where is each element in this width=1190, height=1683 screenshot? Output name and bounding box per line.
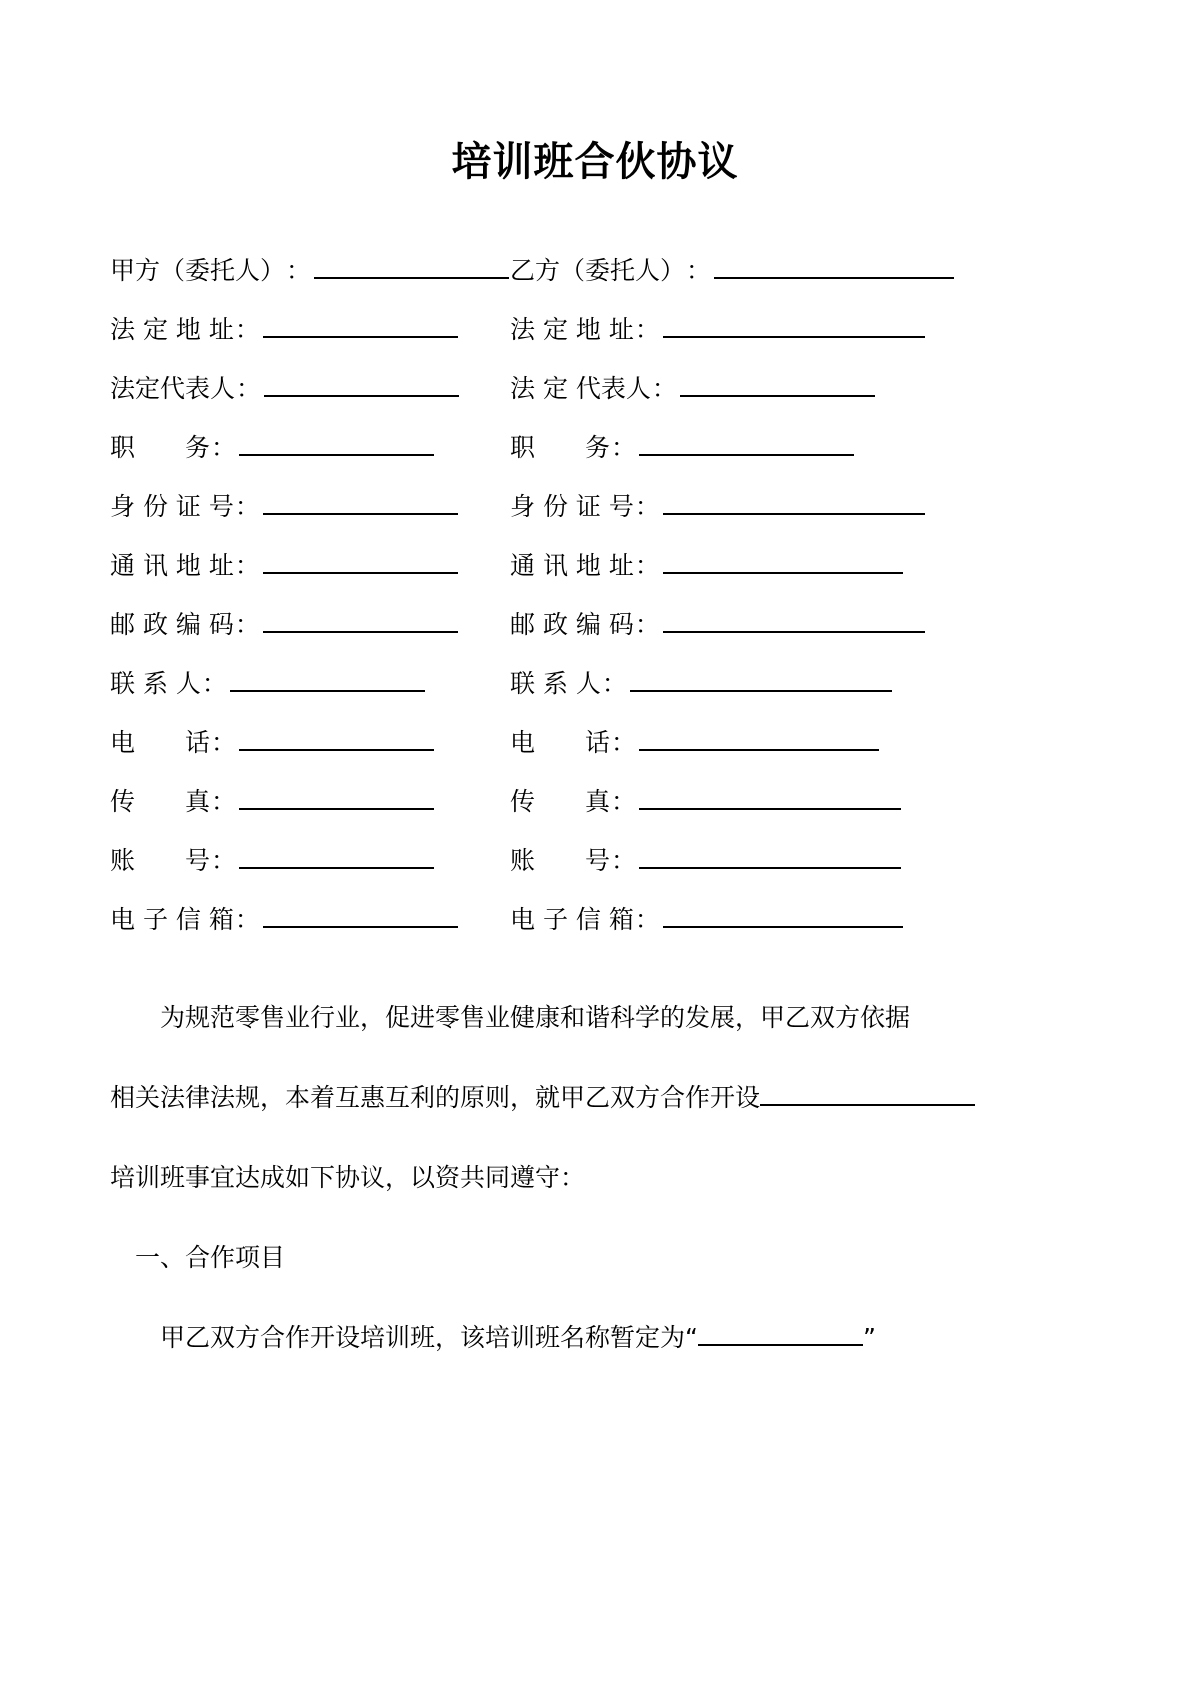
field-party-b-id-number [510, 491, 1080, 519]
form-row [110, 401, 1080, 460]
field-colon: ： [601, 669, 627, 698]
party-information-form [110, 224, 1080, 932]
field-blank-line[interactable] [680, 373, 875, 397]
field-blank-line[interactable] [714, 255, 954, 279]
field-colon: ： [651, 374, 677, 403]
form-row [110, 637, 1080, 696]
field-party-b-mailing-address [510, 550, 1080, 578]
field-blank-line[interactable] [263, 314, 458, 338]
form-row [110, 519, 1080, 578]
field-label: 电 子 信 箱 [110, 905, 234, 934]
form-row [110, 578, 1080, 637]
field-label: 联 系 人 [510, 669, 601, 698]
field-label: 职 务 [510, 433, 611, 462]
field-party-a-id-number [110, 491, 510, 519]
field-blank-line[interactable] [239, 432, 434, 456]
field-blank-line[interactable] [663, 609, 925, 633]
field-colon: ： [634, 315, 660, 344]
form-row [110, 283, 1080, 342]
field-party-a-contact-person [110, 668, 510, 696]
field-blank-line[interactable] [630, 668, 892, 692]
field-blank-line[interactable] [663, 314, 925, 338]
field-party-a-position [110, 432, 510, 460]
field-label: 联 系 人 [110, 669, 201, 698]
field-blank-line[interactable] [639, 845, 901, 869]
preamble-line-2-text: 相关法律法规，本着互惠互利的原则，就甲乙双方合作开设 [110, 1083, 761, 1112]
form-row [110, 696, 1080, 755]
field-colon: ： [236, 374, 262, 403]
field-party-b-legal-representative [510, 373, 1080, 401]
field-blank-line[interactable] [263, 491, 458, 515]
field-label: 账 号 [510, 846, 611, 875]
field-blank-line[interactable] [239, 845, 434, 869]
field-blank-line[interactable] [663, 491, 925, 515]
field-label: 电 话 [110, 728, 211, 757]
field-blank-line[interactable] [239, 727, 434, 751]
field-colon: ： [611, 846, 637, 875]
field-colon: ： [634, 610, 660, 639]
field-blank-line[interactable] [264, 373, 459, 397]
field-party-b-telephone [510, 727, 1080, 755]
field-party-a-email [110, 904, 510, 932]
field-colon: ： [611, 787, 637, 816]
field-colon: ： [634, 492, 660, 521]
field-label: 法 定 代表人 [510, 374, 651, 403]
field-label: 邮 政 编 码 [110, 610, 234, 639]
field-label: 传 真 [510, 787, 611, 816]
field-blank-line[interactable] [663, 904, 903, 928]
field-colon: ： [211, 787, 237, 816]
field-party-b-position [510, 432, 1080, 460]
field-party-b-fax [510, 786, 1080, 814]
field-colon: ： [211, 728, 237, 757]
field-party-b-legal-address [510, 314, 1080, 342]
field-colon: ： [611, 433, 637, 462]
field-party-a-legal-address [110, 314, 510, 342]
field-colon: ： [611, 728, 637, 757]
field-label: 邮 政 编 码 [510, 610, 634, 639]
field-label: 电 话 [510, 728, 611, 757]
field-label: 法定代表人 [110, 374, 236, 403]
preamble-line-3: 培训班事宜达成如下协议，以资共同遵守： [110, 1163, 586, 1192]
form-row [110, 814, 1080, 873]
field-party-b-name [510, 255, 1080, 283]
field-label: 通 讯 地 址 [110, 551, 234, 580]
section-1-heading: 一、合作项目 [135, 1243, 286, 1272]
field-colon: ： [234, 315, 260, 344]
field-label: 账 号 [110, 846, 211, 875]
form-row [110, 873, 1080, 932]
field-blank-line[interactable] [639, 786, 901, 810]
field-colon: ： [686, 256, 712, 285]
field-colon: ： [234, 610, 260, 639]
field-label: 法 定 地 址 [110, 315, 234, 344]
field-colon: ： [234, 551, 260, 580]
section-1-text-after: ” [862, 1323, 876, 1352]
field-colon: ： [634, 551, 660, 580]
field-blank-line[interactable] [663, 550, 903, 574]
preamble-line-2 [110, 1058, 1080, 1138]
section-1-text-before: 甲乙双方合作开设培训班，该培训班名称暂定为“ [160, 1323, 698, 1352]
field-party-a-postal-code [110, 609, 510, 637]
field-blank-line[interactable] [314, 255, 509, 279]
field-party-b-postal-code [510, 609, 1080, 637]
field-blank-line[interactable] [263, 550, 458, 574]
field-party-a-fax [110, 786, 510, 814]
field-label: 职 务 [110, 433, 211, 462]
field-label: 电 子 信 箱 [510, 905, 634, 934]
field-label: 甲方（委托人） [110, 256, 286, 285]
field-blank-line[interactable] [639, 432, 854, 456]
field-party-b-account-number [510, 845, 1080, 873]
field-blank-line[interactable] [639, 727, 879, 751]
field-blank-line[interactable] [230, 668, 425, 692]
project-name-blank-line[interactable] [760, 1084, 975, 1106]
field-blank-line[interactable] [263, 904, 458, 928]
field-label: 身 份 证 号 [110, 492, 234, 521]
field-label: 乙方（委托人） [510, 256, 686, 285]
field-colon: ： [201, 669, 227, 698]
field-blank-line[interactable] [239, 786, 434, 810]
section-1-line-1 [110, 1298, 1080, 1378]
field-party-a-mailing-address [110, 550, 510, 578]
field-colon: ： [234, 492, 260, 521]
field-label: 法 定 地 址 [510, 315, 634, 344]
preamble-line-1: 为规范零售业行业，促进零售业健康和谐科学的发展，甲乙双方依据 [160, 1003, 911, 1032]
field-party-a-legal-representative [110, 373, 510, 401]
field-colon: ： [286, 256, 312, 285]
field-label: 通 讯 地 址 [510, 551, 634, 580]
field-colon: ： [634, 905, 660, 934]
form-row [110, 342, 1080, 401]
field-colon: ： [234, 905, 260, 934]
training-class-name-blank-line[interactable] [698, 1324, 863, 1346]
field-label: 传 真 [110, 787, 211, 816]
field-colon: ： [211, 846, 237, 875]
field-party-b-contact-person [510, 668, 1080, 696]
field-party-b-email [510, 904, 1080, 932]
field-party-a-name [110, 255, 510, 283]
field-party-a-account-number [110, 845, 510, 873]
field-blank-line[interactable] [263, 609, 458, 633]
agreement-body [110, 978, 1080, 1378]
field-colon: ： [211, 433, 237, 462]
page-title: 培训班合伙协议 [451, 139, 739, 185]
field-label: 身 份 证 号 [510, 492, 634, 521]
form-row [110, 460, 1080, 519]
field-party-a-telephone [110, 727, 510, 755]
form-row [110, 755, 1080, 814]
form-row [110, 224, 1080, 283]
